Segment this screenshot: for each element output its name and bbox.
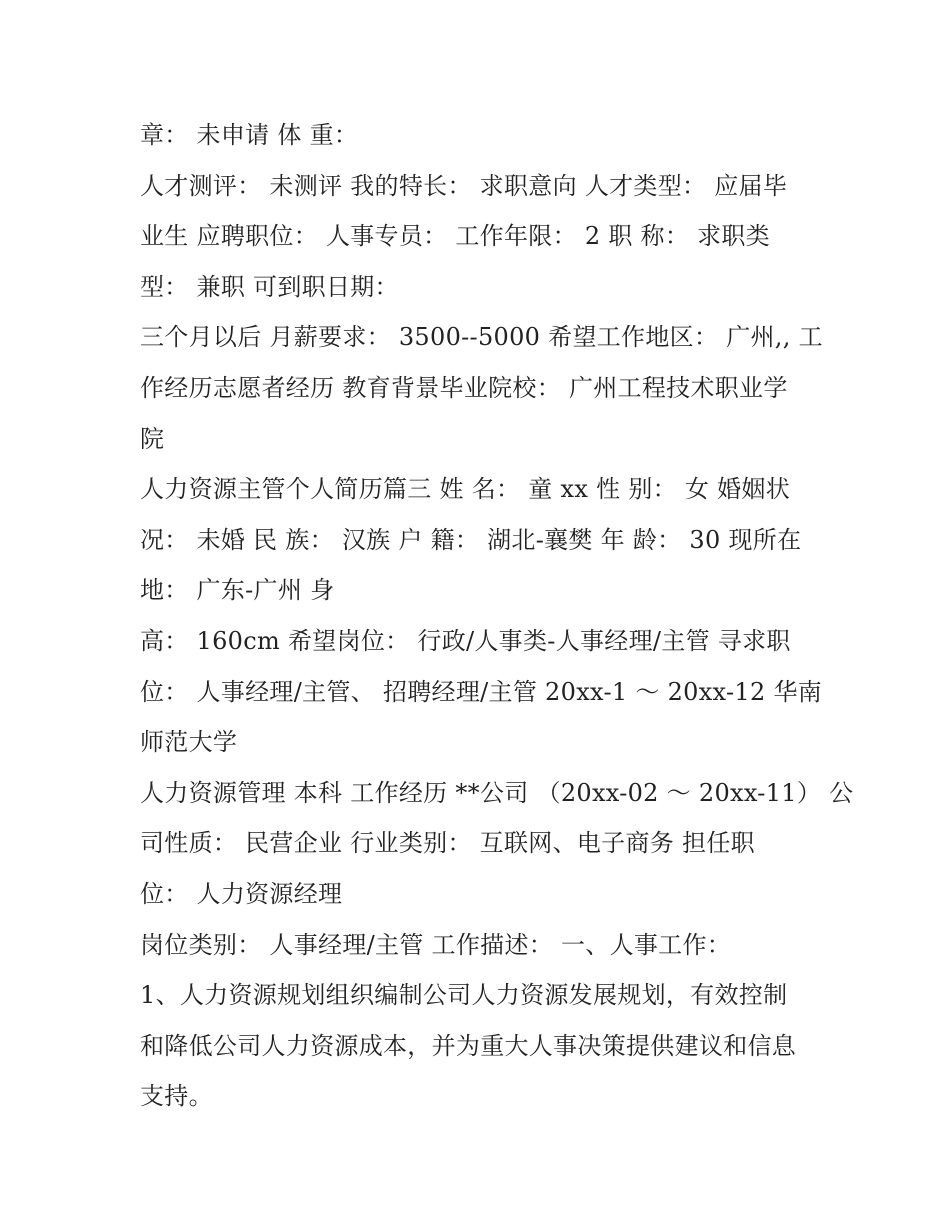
text-line: 司性质： 民营企业 行业类别： 互联网、电子商务 担任职 <box>140 829 755 858</box>
text-line: 作经历志愿者经历 教育背景毕业院校： 广州工程技术职业学 <box>140 373 788 402</box>
text-line: 支持。 <box>140 1082 213 1111</box>
text-line: 地： 广东-广州 身 <box>140 576 335 605</box>
text-line: 院 <box>140 424 165 453</box>
text-line: 师范大学 <box>140 728 238 757</box>
document-body <box>140 110 854 1122</box>
text-line: 型： 兼职 可到职日期： <box>140 272 399 301</box>
text-line: 高： 160cm 希望岗位： 行政/人事类-人事经理/主管 寻求职 <box>140 626 791 655</box>
text-line: 人力资源管理 本科 工作经历 **公司 （20xx-02 ～ 20xx-11） 公 <box>140 778 854 807</box>
text-line: 况： 未婚 民 族： 汉族 户 籍： 湖北-襄樊 年 龄： 30 现所在 <box>140 525 802 554</box>
text-line: 三个月以后 月薪要求： 3500--5000 希望工作地区： 广州,, 工 <box>140 323 823 352</box>
text-line: 人力资源主管个人简历篇三 姓 名： 童 xx 性 别： 女 婚姻状 <box>140 475 790 504</box>
text-line: 1、人力资源规划组织编制公司人力资源发展规划，有效控制 <box>140 981 788 1010</box>
text-line: 章： 未申请 体 重： <box>140 121 359 149</box>
text-line: 业生 应聘职位： 人事专员： 工作年限： 2 职 称： 求职类 <box>140 222 770 251</box>
text-line: 和降低公司人力资源成本，并为重大人事决策提供建议和信息 <box>140 1031 797 1060</box>
text-line: 岗位类别： 人事经理/主管 工作描述： 一、人事工作： <box>140 930 732 959</box>
text-line: 人才测评： 未测评 我的特长： 求职意向 人才类型： 应届毕 <box>140 171 788 200</box>
text-line: 位： 人事经理/主管、 招聘经理/主管 20xx-1 ～ 20xx-12 华南 <box>140 677 823 706</box>
text-line: 位： 人力资源经理 <box>140 879 343 908</box>
